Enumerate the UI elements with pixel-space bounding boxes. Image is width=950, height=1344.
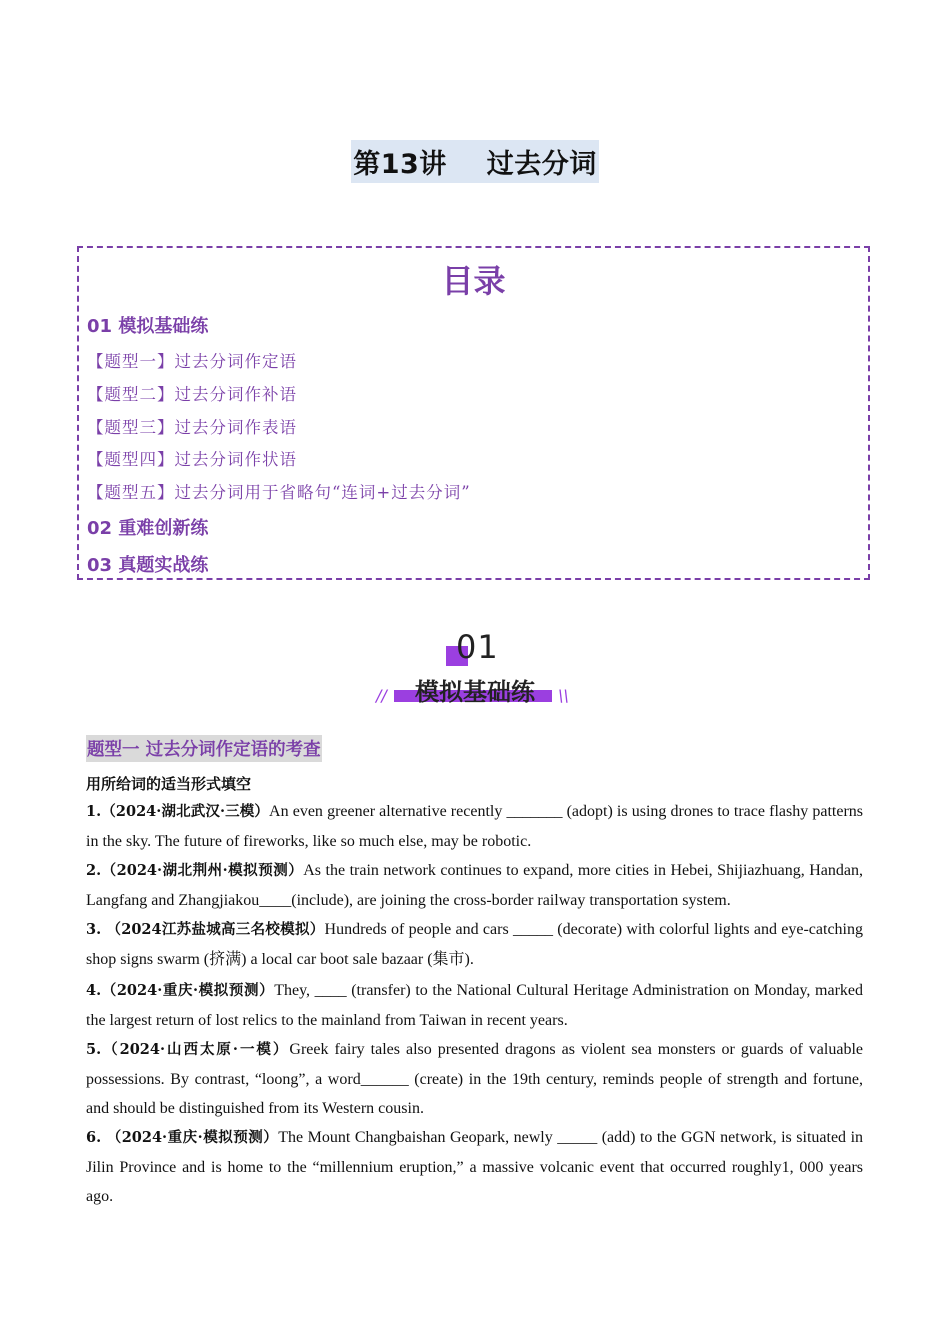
toc-heading: 目录 (441, 262, 506, 300)
toc-item-4[interactable]: 【题型四】过去分词作状语 (87, 450, 297, 469)
question-source: 1.（2024·湖北武汉·三模） (86, 803, 270, 820)
toc-section-1[interactable]: 01 模拟基础练 (87, 316, 209, 337)
question-text: Hundreds of people and cars _____ (decorate) with colorful lights and eye-catching shop signs swarm (挤满) a local car boot sale bazaar (集市). (86, 921, 863, 968)
question-source: 3. （2024江苏盐城高三名校模拟） (86, 921, 325, 938)
badge-slash-right: \\ (558, 686, 569, 705)
question-text: An even greener alternative recently _______ (adopt) is using drones to trace flashy patterns in the sky. The future of fireworks, like so much else, may be robotic. (86, 803, 863, 850)
lesson-number: 第13讲 (353, 149, 447, 180)
instruction-text: 用所给词的适当形式填空 (86, 775, 252, 793)
question-text: They, ____ (transfer) to the National Cultural Heritage Administration on Monday, marked the largest return of lost relics to the mainland from Taiwan in recent years. (86, 982, 864, 1029)
toc-item-3[interactable]: 【题型三】过去分词作表语 (87, 418, 297, 437)
question-text: Greek fairy tales also presented dragons as violent sea monsters or guards of valuable possessions. By contrast, “loong”, a word______ (create) in the 19th century, reminds people of strength and fortune, and should be distinguished from its Western cousin. (86, 1041, 863, 1117)
question-5 (86, 1035, 863, 1124)
toc-section-3[interactable]: 03 真题实战练 (87, 555, 209, 576)
question-text: The Mount Changbaishan Geopark, newly _____ (add) to the GGN network, is situated in Jilin Province and is home to the “millennium eruption,” a massive volcanic event that occurred roughly1, 000 years ago. (86, 1129, 864, 1205)
question-source: 5.（2024·山西太原·一模） (86, 1041, 290, 1058)
lesson-title (351, 140, 599, 183)
badge-slash-left: // (376, 686, 387, 705)
question-3 (86, 915, 863, 974)
question-6 (86, 1123, 863, 1212)
badge-label: 模拟基础练 (415, 678, 535, 706)
section-badge (370, 628, 580, 708)
question-type-heading: 题型一 过去分词作定语的考查 (86, 735, 322, 762)
question-4 (86, 976, 863, 1035)
toc-section-2[interactable]: 02 重难创新练 (87, 518, 209, 539)
question-text: As the train network continues to expand, more cities in Hebei, Shijiazhuang, Handan, Langfang and Zhangjiakou____(include), are joining the cross-border railway transportation system. (86, 862, 863, 909)
question-source: 4.（2024·重庆·模拟预测） (86, 982, 275, 999)
question-source: 6. （2024·重庆·模拟预测） (86, 1129, 279, 1146)
toc-item-5[interactable]: 【题型五】过去分词用于省略句“连词+过去分词” (87, 483, 471, 502)
toc-item-2[interactable]: 【题型二】过去分词作补语 (87, 385, 297, 404)
lesson-topic: 过去分词 (486, 149, 597, 180)
question-1 (86, 797, 863, 856)
lesson-title-wrap (0, 140, 950, 183)
badge-number: 01 (456, 628, 499, 666)
question-2 (86, 856, 863, 915)
question-source: 2.（2024·湖北荆州·模拟预测） (86, 862, 304, 879)
toc-item-1[interactable]: 【题型一】过去分词作定语 (87, 352, 297, 371)
table-of-contents (77, 246, 870, 580)
